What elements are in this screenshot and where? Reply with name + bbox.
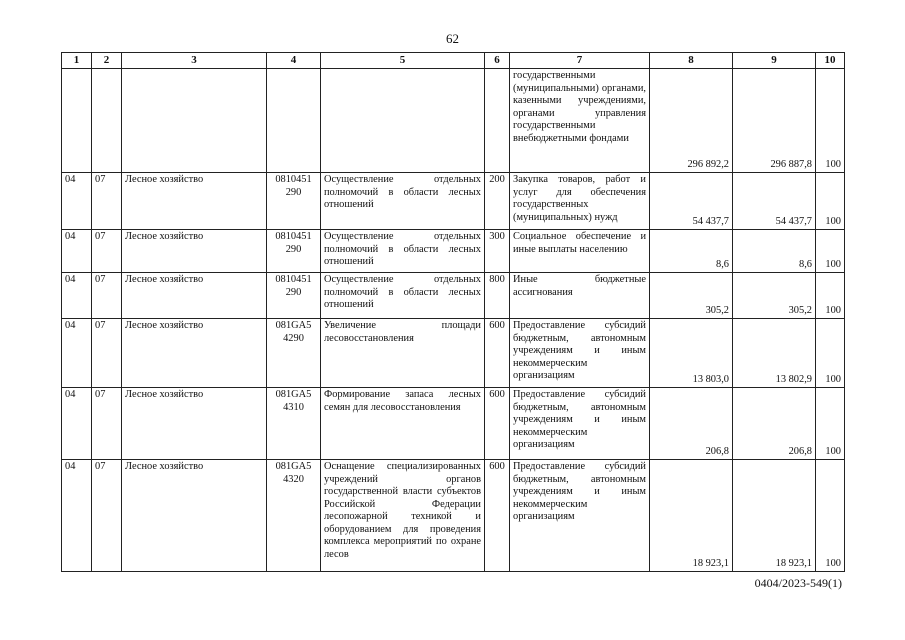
section-name: Лесное хозяйство [122,319,267,388]
executed-amount: 54 437,7 [733,173,816,230]
article-name: Формирование запаса лесных семян для лесовосстановления [321,388,485,460]
execution-percent: 100 [816,173,845,230]
subsection-code: 07 [92,173,122,230]
executed-amount: 8,6 [733,230,816,273]
header-cell: 6 [485,53,510,69]
subsection-code: 07 [92,388,122,460]
expense-type-code: 600 [485,319,510,388]
article-name: Осуществление отдельных полномочий в области лесных отношений [321,230,485,273]
execution-percent: 100 [816,69,845,173]
execution-percent: 100 [816,460,845,572]
section-name: Лесное хозяйство [122,273,267,319]
header-cell: 1 [62,53,92,69]
executed-amount: 305,2 [733,273,816,319]
table-row [62,230,845,273]
header-cell: 4 [267,53,321,69]
approved-amount: 54 437,7 [650,173,733,230]
approved-amount: 8,6 [650,230,733,273]
section-code: 04 [62,460,92,572]
subsection-code: 07 [92,460,122,572]
expense-type-name: Иные бюджетные ассигнования [510,273,650,319]
executed-amount: 206,8 [733,388,816,460]
expense-type-code: 300 [485,230,510,273]
page-number: 62 [446,31,459,46]
header-cell: 7 [510,53,650,69]
table-row [62,388,845,460]
section-name: Лесное хозяйство [122,230,267,273]
header-cell: 3 [122,53,267,69]
section-name: Лесное хозяйство [122,388,267,460]
expense-type-code [485,69,510,173]
header-cell: 10 [816,53,845,69]
table-row [62,173,845,230]
executed-amount: 13 802,9 [733,319,816,388]
section-code: 04 [62,273,92,319]
table-row [62,460,845,572]
section-name [122,69,267,173]
table-row [62,319,845,388]
execution-percent: 100 [816,273,845,319]
approved-amount: 206,8 [650,388,733,460]
approved-amount: 13 803,0 [650,319,733,388]
target-article-code: 0810451 290 [267,273,321,319]
table-row [62,69,845,173]
table-row [62,273,845,319]
article-name: Осуществление отдельных полномочий в области лесных отношений [321,273,485,319]
header-cell: 9 [733,53,816,69]
section-name: Лесное хозяйство [122,460,267,572]
article-name: Осуществление отдельных полномочий в области лесных отношений [321,173,485,230]
execution-percent: 100 [816,230,845,273]
expense-type-name: Предоставление субсидий бюджетным, автономным учреждениям и иным некоммерческим организациям [510,460,650,572]
subsection-code [92,69,122,173]
article-name: Оснащение специализированных учреждений органов государственной власти субъектов Российской Федерации лесопожарной техникой и оборудованием для проведения комплекса мероприятий по охране лесов [321,460,485,572]
expense-type-code: 600 [485,388,510,460]
section-code: 04 [62,230,92,273]
execution-percent: 100 [816,319,845,388]
target-article-code: 0810451 290 [267,173,321,230]
subsection-code: 07 [92,273,122,319]
executed-amount: 18 923,1 [733,460,816,572]
header-cell: 8 [650,53,733,69]
approved-amount: 305,2 [650,273,733,319]
subsection-code: 07 [92,230,122,273]
expense-type-name: Закупка товаров, работ и услуг для обеспечения государственных (муниципальных) нужд [510,173,650,230]
section-code: 04 [62,319,92,388]
expense-type-name: государственными (муниципальными) органами, казенными учреждениями, органами управления государственными внебюджетными фондами [510,69,650,173]
header-cell: 5 [321,53,485,69]
execution-percent: 100 [816,388,845,460]
target-article-code: 0810451 290 [267,230,321,273]
budget-table [61,52,845,572]
executed-amount: 296 887,8 [733,69,816,173]
expense-type-name: Предоставление субсидий бюджетным, автономным учреждениям и иным некоммерческим организациям [510,388,650,460]
header-cell: 2 [92,53,122,69]
expense-type-code: 600 [485,460,510,572]
article-name: Увеличение площади лесовосстановления [321,319,485,388]
target-article-code: 081GA5 4310 [267,388,321,460]
document-code: 0404/2023-549(1) [754,576,842,590]
expense-type-code: 800 [485,273,510,319]
expense-type-code: 200 [485,173,510,230]
section-code: 04 [62,388,92,460]
target-article-code [267,69,321,173]
approved-amount: 18 923,1 [650,460,733,572]
header-row [62,53,845,69]
section-code [62,69,92,173]
expense-type-name: Предоставление субсидий бюджетным, автономным учреждениям и иным некоммерческим организациям [510,319,650,388]
approved-amount: 296 892,2 [650,69,733,173]
expense-type-name: Социальное обеспечение и иные выплаты населению [510,230,650,273]
section-name: Лесное хозяйство [122,173,267,230]
subsection-code: 07 [92,319,122,388]
target-article-code: 081GA5 4290 [267,319,321,388]
article-name [321,69,485,173]
section-code: 04 [62,173,92,230]
target-article-code: 081GA5 4320 [267,460,321,572]
